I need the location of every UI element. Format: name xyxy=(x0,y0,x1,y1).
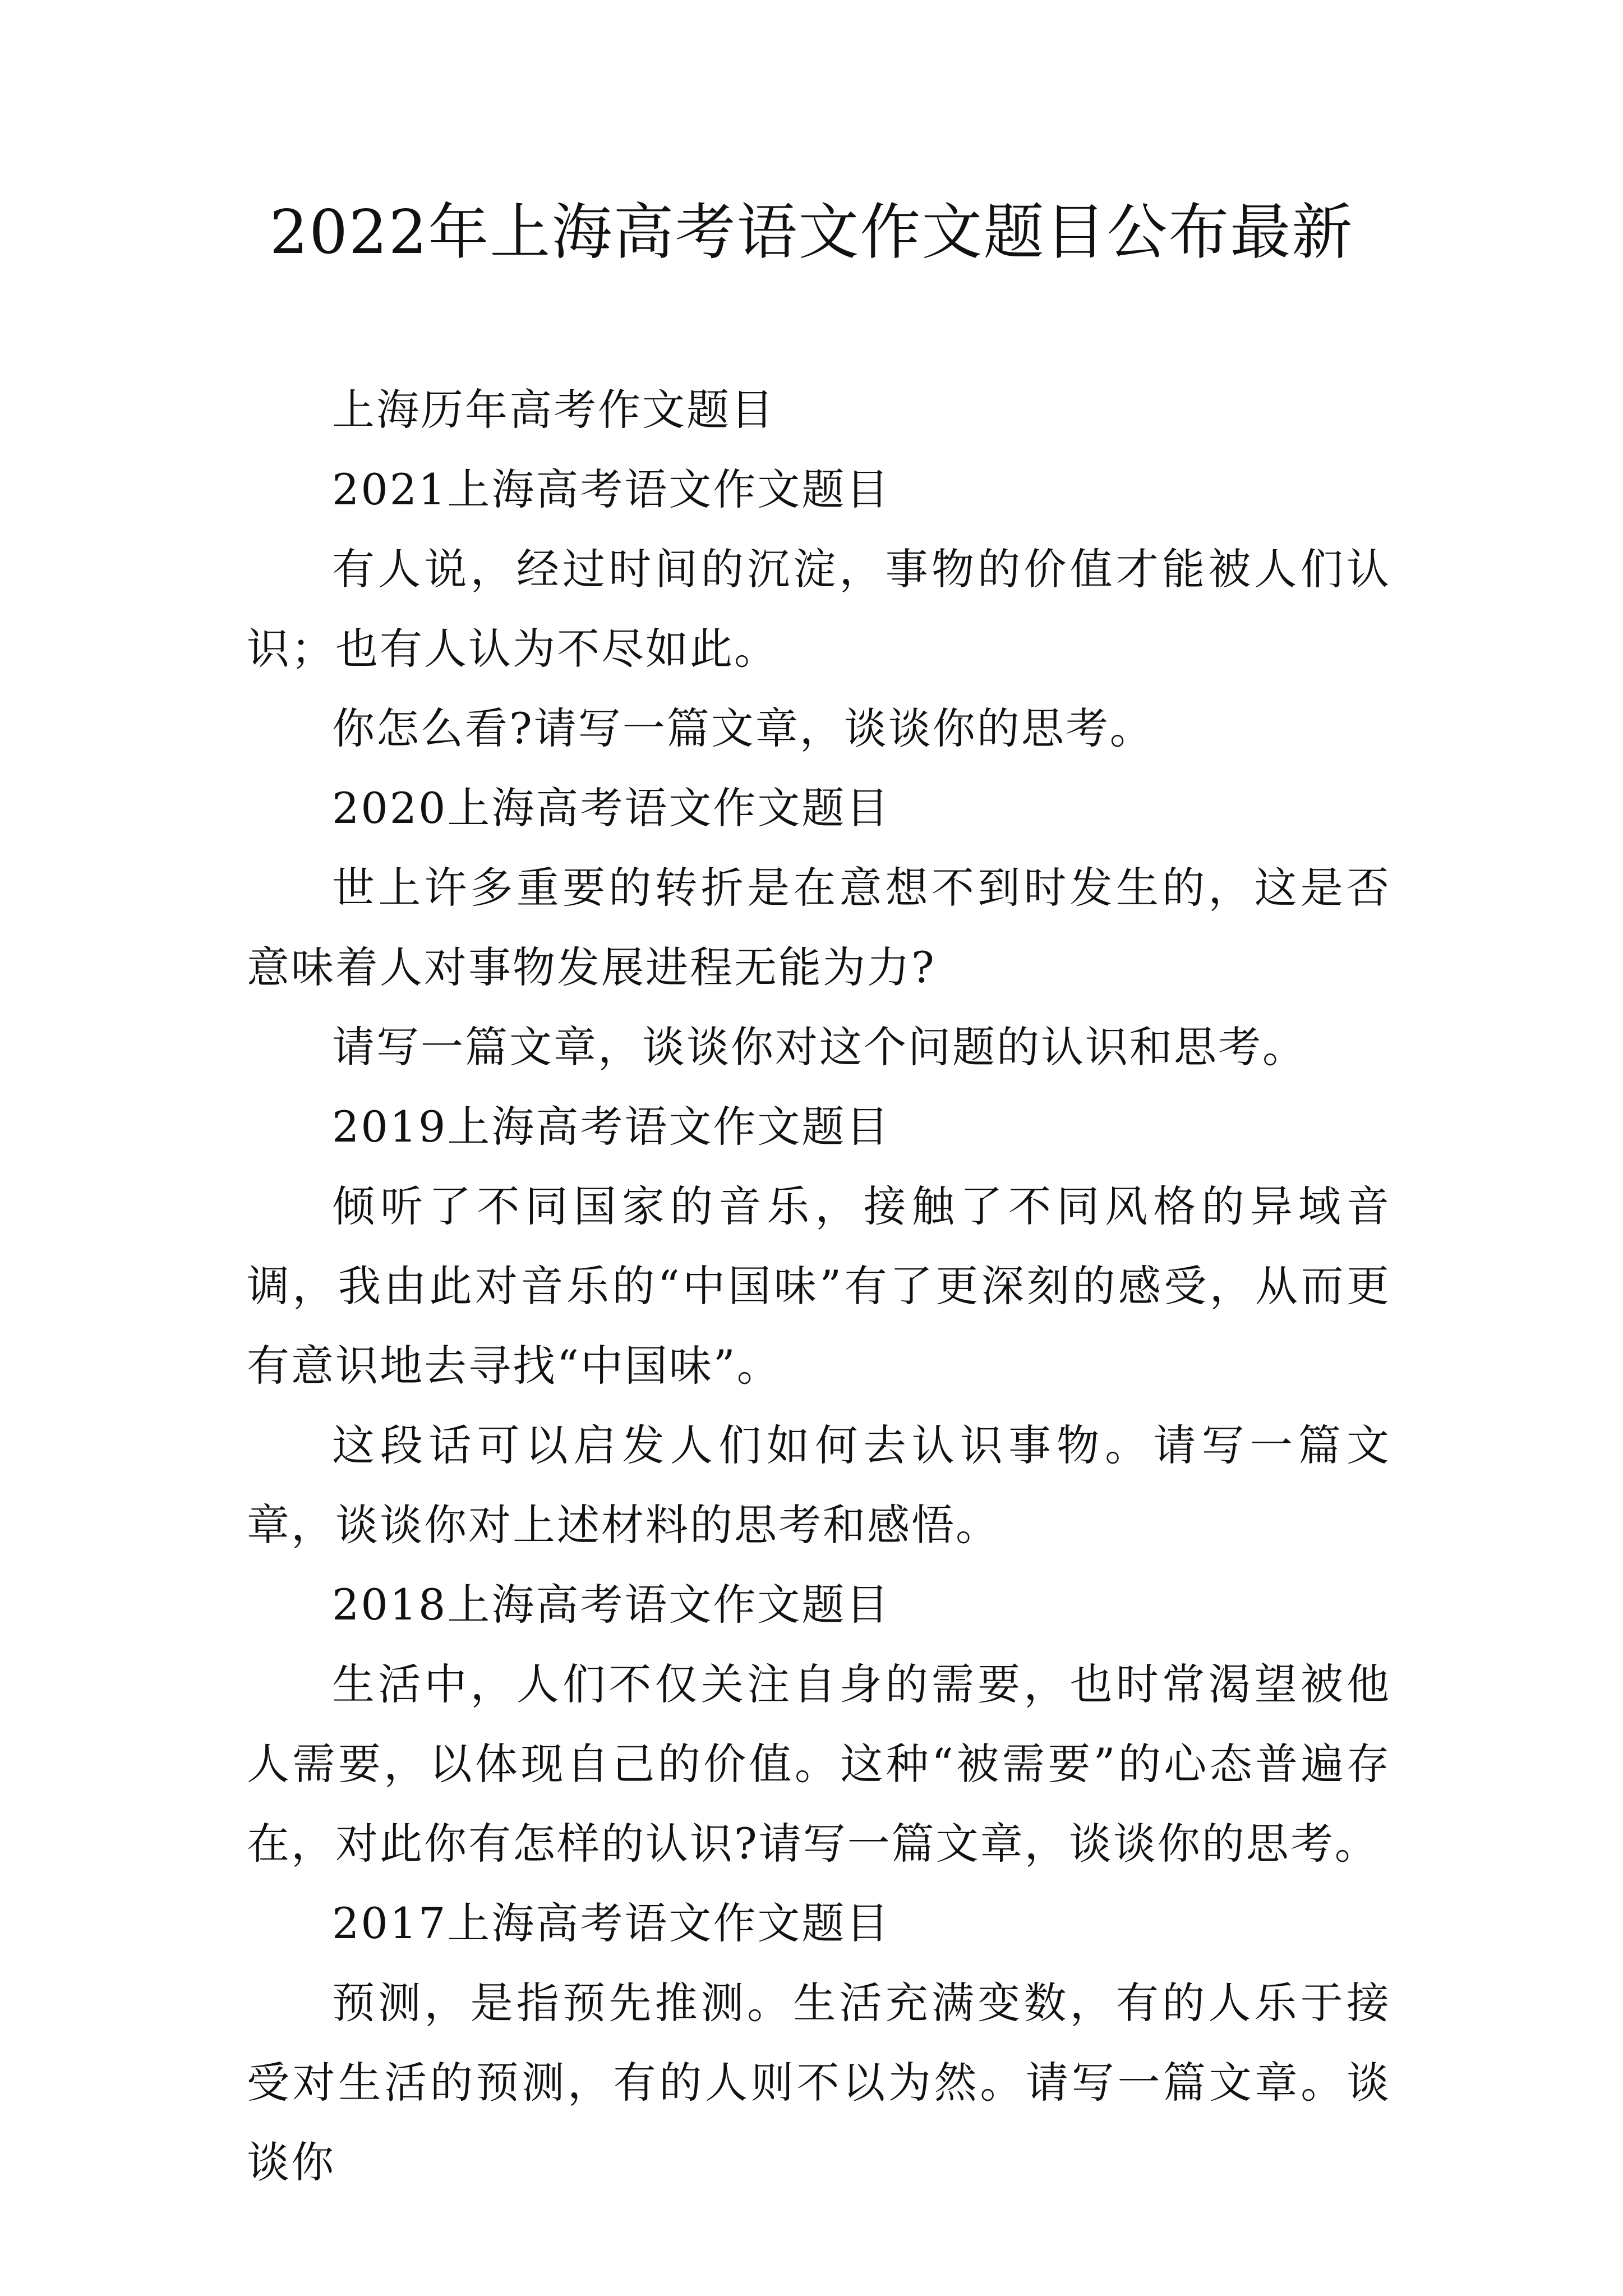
year-heading-2020: 2020上海高考语文作文题目 xyxy=(332,783,891,833)
year-heading-2018: 2018上海高考语文作文题目 xyxy=(332,1580,891,1630)
prompt-2021-material: 有人说，经过时间的沉淀，事物的价值才能被人们认识；也有人认为不尽如此。 xyxy=(247,544,1391,674)
section-heading-history: 上海历年高考作文题目 xyxy=(332,385,775,435)
year-heading-2017: 2017上海高考语文作文题目 xyxy=(332,1898,891,1948)
prompt-2020-instruction: 请写一篇文章，谈谈你对这个问题的认识和思考。 xyxy=(332,1022,1307,1072)
document-title: 2022年上海高考语文作文题目公布最新 xyxy=(269,197,1354,268)
document-body xyxy=(247,370,1391,2202)
year-heading-2019: 2019上海高考语文作文题目 xyxy=(332,1102,891,1152)
year-heading-2021: 2021上海高考语文作文题目 xyxy=(332,464,891,514)
prompt-2021-instruction: 你怎么看?请写一篇文章，谈谈你的思考。 xyxy=(332,703,1154,753)
prompt-2018-material: 生活中，人们不仅关注自身的需要，也时常渴望被他人需要，以体现自己的价值。这种“被需要”的心态普遍存在，对此你有怎样的认识?请写一篇文章，谈谈你的思考。 xyxy=(247,1659,1391,1869)
prompt-2019-instruction: 这段话可以启发人们如何去认识事物。请写一篇文章，谈谈你对上述材料的思考和感悟。 xyxy=(247,1420,1391,1550)
prompt-2017-material: 预测，是指预先推测。生活充满变数，有的人乐于接受对生活的预测，有的人则不以为然。请写一篇文章。谈谈你 xyxy=(247,1978,1391,2187)
prompt-2020-material: 世上许多重要的转折是在意想不到时发生的，这是否意味着人对事物发展进程无能为力? xyxy=(247,863,1391,992)
prompt-2019-material: 倾听了不同国家的音乐，接触了不同风格的异域音调，我由此对音乐的“中国味”有了更深刻的感受，从而更有意识地去寻找“中国味”。 xyxy=(247,1181,1391,1391)
